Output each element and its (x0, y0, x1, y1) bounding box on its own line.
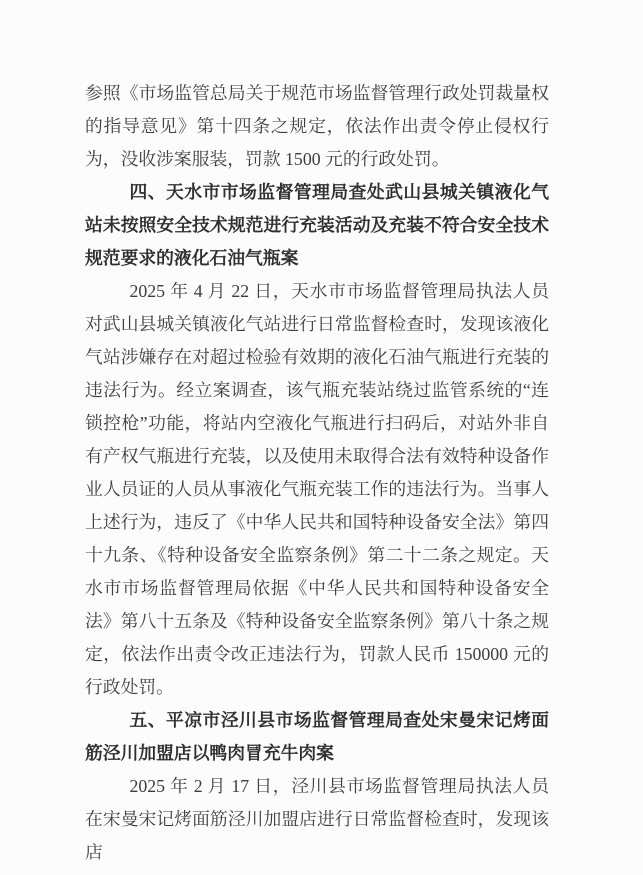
document-body (85, 77, 549, 869)
paragraph-case3-continuation: 参照《市场监管总局关于规范市场监督管理行政处罚裁量权的指导意见》第十四条之规定，依法作出责令停止侵权行为，没收涉案服装，罚款 1500 元的行政处罚。 (85, 83, 549, 169)
paragraph-case-4: 2025 年 4 月 22 日，天水市市场监督管理局执法人员对武山县城关镇液化气站进行日常监督检查时，发现该液化气站涉嫌存在对超过检验有效期的液化石油气瓶进行充装的违法行为。经立案调查，该气瓶充装站绕过监管系统的“连锁控枪”功能，将站内空液化气瓶进行扫码后，对站外非自有产权气瓶进行充装，以及使用未取得合法有效特种设备作业人员证的人员从事液化气瓶充装工作的违法行为。当事人上述行为，违反了《中华人民共和国特种设备安全法》第四十九条、《特种设备安全监察条例》第二十二条之规定。天水市市场监督管理局依据《中华人民共和国特种设备安全法》第八十五条及《特种设备安全监察条例》第八十条之规定，依法作出责令改正违法行为，罚款人民币 150000 元的行政处罚。 (85, 281, 549, 697)
heading-case-5: 五、平凉市泾川县市场监督管理局查处宋曼宋记烤面筋泾川加盟店以鸭肉冒充牛肉案 (85, 710, 549, 763)
paragraph-case-5: 2025 年 2 月 17 日，泾川县市场监督管理局执法人员在宋曼宋记烤面筋泾川加盟店进行日常监督检查时，发现该店 (85, 776, 549, 862)
heading-case-4: 四、天水市市场监督管理局查处武山县城关镇液化气站未按照安全技术规范进行充装活动及充装不符合安全技术规范要求的液化石油气瓶案 (85, 182, 549, 268)
